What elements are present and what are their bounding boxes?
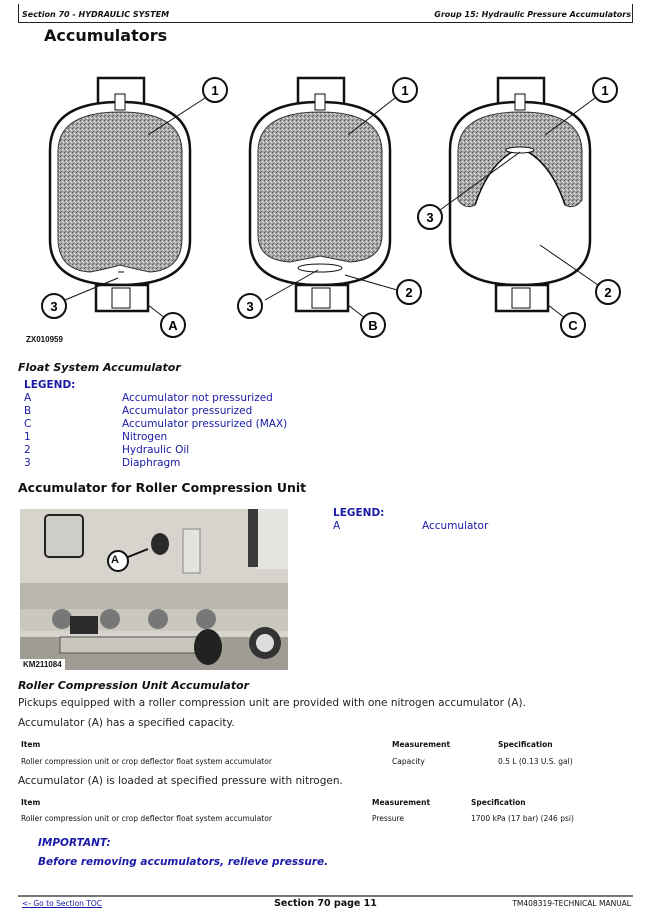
svg-text:A: A: [168, 318, 178, 333]
roller-unit-photo: [20, 509, 288, 670]
important-label: IMPORTANT:: [38, 837, 111, 849]
legend-label: Nitrogen: [122, 431, 168, 443]
table2-header-measurement: Measurement: [372, 798, 431, 807]
callout-label-a: [148, 305, 185, 337]
svg-text:C: C: [568, 318, 578, 333]
table2-measurement: Pressure: [372, 814, 405, 823]
paragraph-2: Accumulator (A) has a specified capacity.: [18, 717, 235, 729]
legend-key: 3: [24, 457, 31, 469]
header-rule: [18, 22, 633, 23]
legend-key: B: [24, 405, 32, 417]
table1-specification: 0.5 L (0.13 U.S. gal): [498, 757, 573, 766]
paragraph-1: Pickups equipped with a roller compression unit are provided with one nitrogen accumulator (A).: [18, 697, 526, 709]
important-text: Before removing accumulators, relieve pressure.: [38, 856, 329, 868]
legend-label: Hydraulic Oil: [122, 444, 190, 456]
callout-label-b: [348, 305, 385, 337]
svg-text:B: B: [368, 318, 378, 333]
table2-header-item: Item: [21, 798, 41, 807]
legend-key: A: [333, 520, 341, 532]
roller-section-title: Accumulator for Roller Compression Unit: [18, 480, 307, 495]
svg-text:1: 1: [401, 83, 409, 98]
svg-text:1: 1: [601, 83, 609, 98]
accumulator-b: [250, 78, 390, 311]
accumulator-c: [450, 78, 590, 311]
legend-key: 1: [24, 431, 31, 443]
table2-specification: 1700 kPa (17 bar) (246 psi): [471, 814, 574, 823]
legend-key: A: [24, 392, 32, 404]
accumulator-a: [50, 78, 190, 311]
svg-text:3: 3: [246, 299, 254, 314]
table2-item: Roller compression unit or crop deflector float system accumulator: [21, 814, 272, 823]
header-group: Group 15: Hydraulic Pressure Accumulators: [434, 10, 631, 19]
svg-text:3: 3: [50, 299, 58, 314]
callout-label-c: [548, 305, 585, 337]
legend-label: Accumulator not pressurized: [122, 392, 273, 404]
legend-label: Accumulator pressurized (MAX): [122, 418, 288, 430]
roller-legend: [333, 507, 633, 535]
manual-id: TM408319-TECHNICAL MANUAL: [512, 899, 631, 908]
accumulator-diagram: [20, 60, 640, 352]
footer-rule: [18, 895, 633, 897]
legend-title: LEGEND:: [24, 379, 76, 391]
svg-text:3: 3: [426, 210, 434, 225]
table1-header-item: Item: [21, 740, 41, 749]
go-to-section-toc-link[interactable]: <- Go to Section TOC: [22, 899, 103, 908]
roller-caption: Roller Compression Unit Accumulator: [18, 679, 250, 692]
legend-label: Accumulator: [422, 520, 489, 532]
svg-text:2: 2: [604, 285, 612, 300]
legend-key: C: [24, 418, 32, 430]
float-system-legend: [24, 379, 324, 471]
page-number: Section 70 page 11: [274, 898, 377, 909]
legend-label: Diaphragm: [122, 457, 181, 469]
table1-item: Roller compression unit or crop deflector float system accumulator: [21, 757, 272, 766]
page-title: Accumulators: [44, 26, 168, 45]
legend-label: Accumulator pressurized: [122, 405, 253, 417]
legend-title: LEGEND:: [333, 507, 385, 519]
table2-header-specification: Specification: [471, 798, 526, 807]
header-left-rule: [18, 4, 19, 23]
header-section: Section 70 - HYDRAULIC SYSTEM: [22, 10, 170, 19]
paragraph-3: Accumulator (A) is loaded at specified pressure with nitrogen.: [18, 775, 343, 787]
header-right-rule: [632, 4, 633, 23]
table1-measurement: Capacity: [392, 757, 425, 766]
table1-header-specification: Specification: [498, 740, 553, 749]
photo-id: KM211084: [20, 659, 65, 670]
photo-callout-a: A: [111, 554, 119, 566]
svg-text:1: 1: [211, 83, 219, 98]
figure-id: ZX010959: [26, 335, 63, 344]
table1-header-measurement: Measurement: [392, 740, 451, 749]
legend-key: 2: [24, 444, 31, 456]
float-system-caption: Float System Accumulator: [18, 361, 181, 374]
svg-text:2: 2: [405, 285, 413, 300]
